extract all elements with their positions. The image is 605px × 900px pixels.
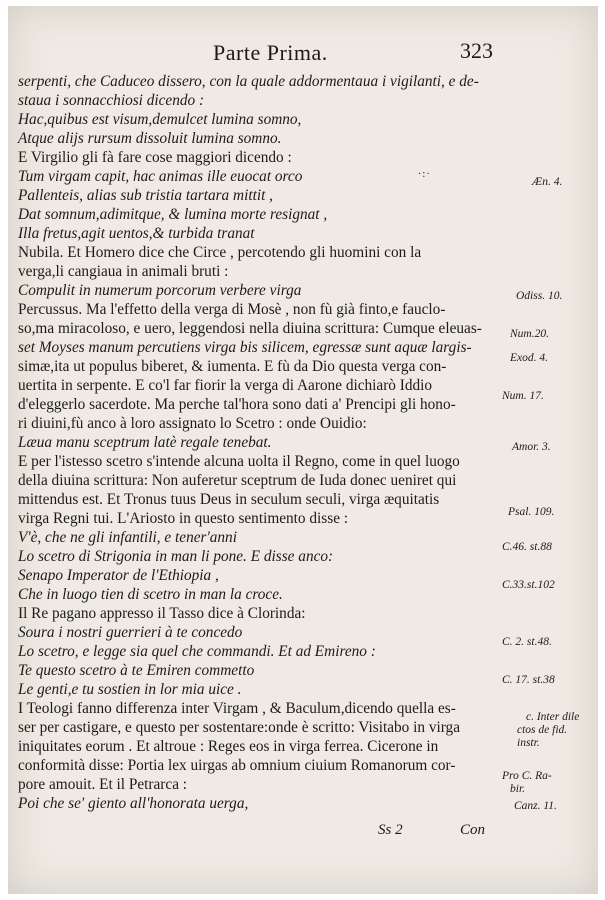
marginal-note: bir. — [510, 783, 526, 795]
marginal-note: Num.20. — [510, 328, 549, 340]
text-line: Pallenteis, alias sub tristia tartara mittit , — [18, 187, 273, 204]
text-line: Te questo scetro à te Emiren commetto — [18, 662, 255, 679]
text-line: conformità disse: Portia lex uirgas ab omnium ciuium Romanorum cor- — [18, 757, 456, 774]
text-line: I Teologi fanno differenza inter Virgam , & Baculum,dicendo quella es- — [18, 700, 456, 717]
marginal-note: instr. — [517, 737, 540, 749]
marginal-note: C. 2. st.48. — [502, 636, 552, 648]
text-line: Percussus. Ma l'effetto della verga di Mosè , non fù già finto,e fauclo- — [18, 301, 446, 318]
text-line: Lo scetro, e legge sia quel che commandi. Et ad Emireno : — [18, 643, 376, 660]
text-line: E Virgilio gli fà fare cose maggiori dicendo : — [18, 149, 292, 166]
text-line: Lo scetro di Strigonia in man li pone. E disse anco: — [18, 548, 334, 565]
text-line: della diuina scrittura: Non auferetur sceptrum de Iuda donec ueniret qui — [18, 472, 457, 489]
marginal-note: Canz. 11. — [514, 800, 557, 812]
text-line: Compulit in numerum porcorum verbere virga — [18, 282, 302, 299]
marginal-note: Psal. 109. — [508, 506, 555, 518]
marginal-note: Num. 17. — [502, 390, 544, 402]
marginal-note: c. Inter dile — [526, 711, 580, 723]
book-page — [8, 6, 598, 894]
text-line: Senapo Imperator de l'Ethiopia , — [18, 567, 219, 584]
text-line: mittendus est. Et Tronus tuus Deus in seculum seculi, virga æquitatis — [18, 491, 440, 508]
text-line: verga,li cangiaua in animali bruti : — [18, 263, 229, 280]
catchword: Con — [460, 822, 486, 838]
text-line: d'eleggerlo sacerdote. Ma perche tal'hora sono dati a' Prencipi gli hono- — [18, 396, 456, 413]
text-line: serpenti, che Caduceo dissero, con la quale addormentaua i vigilanti, e de- — [18, 73, 479, 90]
text-line: iniquitates eorum . Et altroue : Reges eos in virga ferrea. Cicerone in — [18, 738, 439, 755]
marginal-note: Exod. 4. — [510, 352, 549, 364]
text-line: Il Re pagano appresso il Tasso dice à Clorinda: — [18, 605, 306, 622]
text-line: Soura i nostri guerrieri à te concedo — [18, 624, 243, 641]
marginal-note: C.46. st.88 — [502, 541, 552, 553]
marginal-note: C. 17. st.38 — [502, 674, 555, 686]
marginal-note: Amor. 3. — [512, 441, 551, 453]
text-line: E per l'istesso scetro s'intende alcuna uolta il Regno, come in quel luogo — [18, 453, 460, 470]
signature-mark: Ss 2 — [378, 822, 403, 838]
text-line: staua i sonnacchiosi dicendo : — [18, 92, 205, 109]
text-line: Poi che se' giento all'honorata uerga, — [18, 795, 249, 812]
text-line: Illa fretus,agit uentos,& turbida tranat — [18, 225, 255, 242]
marginal-note: C.33.st.102 — [502, 579, 555, 591]
text-line: Le genti,e tu sostien in lor mia uice . — [18, 681, 242, 698]
marginal-note: Pro C. Ra- — [502, 770, 552, 782]
text-line: so,ma miracoloso, e uero, leggendosi nella diuina scrittura: Cumque eleuas- — [18, 320, 482, 337]
text-line: Dat somnum,adimitque, & lumina morte resignat , — [18, 206, 328, 223]
text-line: virga Regni tui. L'Ariosto in questo sentimento disse : — [18, 510, 349, 527]
text-line: Nubila. Et Homero dice che Circe , percotendo gli huomini con la — [18, 244, 422, 261]
text-line: Hac,quibus est visum,demulcet lumina somno, — [18, 111, 302, 128]
marginal-note: ctos de fid. — [517, 724, 568, 736]
text-line: Tum virgam capit, hac animas ille euocat orco — [18, 168, 303, 185]
ornament-mark: ·:· — [418, 169, 431, 180]
text-line: pore amouit. Et il Petrarca : — [18, 776, 188, 793]
body-text — [18, 72, 486, 813]
text-line: Læua manu sceptrum latè regale tenebat. — [18, 434, 272, 451]
text-line: V'è, che ne gli infantili, e tener'anni — [18, 529, 237, 546]
text-line: uertita in serpente. E co'l far fiorir la verga di Aarone dichiarò Iddio — [18, 377, 433, 394]
text-line: simæ,ita ut populus biberet, & iumenta. E fù da Dio questa verga con- — [18, 358, 447, 375]
page-number: 323 — [460, 38, 493, 63]
text-line: ser per castigare, e questo per sostentare:onde è scritto: Visitabo in virga — [18, 719, 460, 736]
marginal-note: Odiss. 10. — [516, 290, 563, 302]
text-line: ri diuini,fù anco à loro assignato lo Scetro : onde Ouidio: — [18, 415, 367, 432]
text-line: set Moyses manum percutiens virga bis silicem, egressæ sunt aquæ largis- — [18, 339, 472, 356]
marginal-note: Æn. 4. — [532, 176, 563, 188]
text-line: Atque alijs rursum dissoluit lumina somno. — [18, 130, 282, 147]
text-line: Che in luogo tien di scetro in man la croce. — [18, 586, 283, 603]
running-head: Parte Prima. — [213, 40, 328, 65]
